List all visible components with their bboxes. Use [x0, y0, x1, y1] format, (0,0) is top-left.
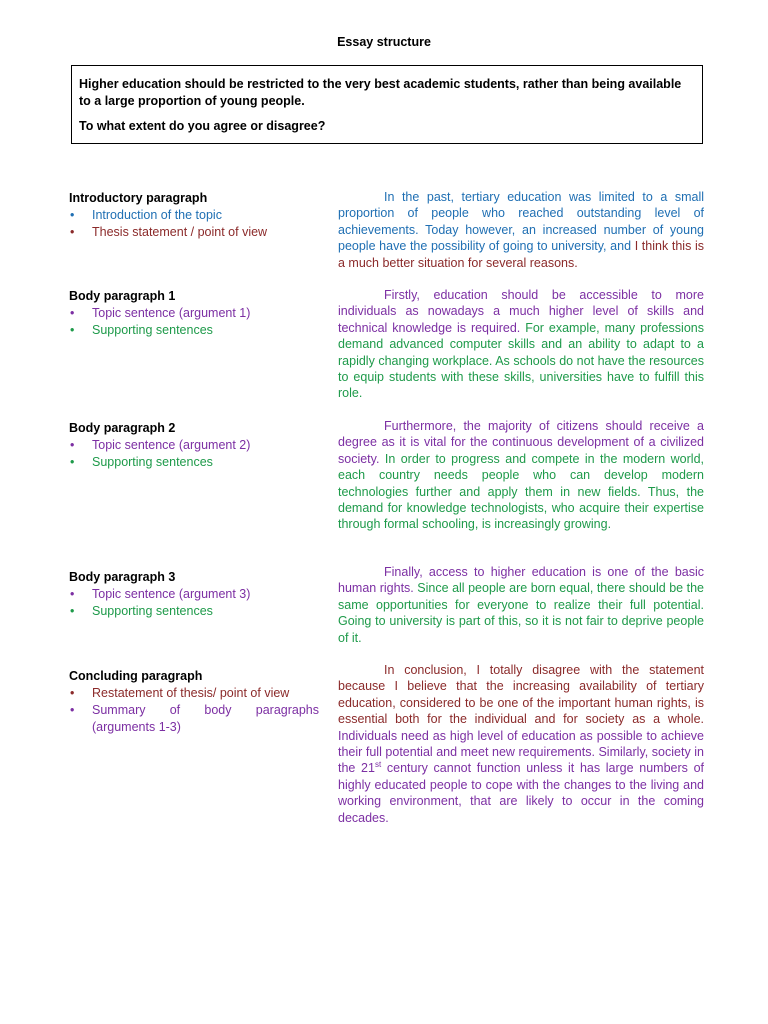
outline-item: • Topic sentence (argument 3)	[69, 586, 319, 603]
body-1-topic-text: Firstly, education should be accessible to more individuals as nowadays a much higher level of skills and technical knowledge is required.	[338, 288, 704, 335]
essay-conclusion-paragraph	[338, 662, 704, 826]
body-2-support-text: In order to progress and compete in the modern world, each country needs people who can develop modern technologies further and apply them in new fields. Thus, the demand for knowledge technologists, who acquire their expertise through formal schooling, is increasingly growing.	[338, 451, 704, 532]
page-title: Essay structure	[337, 35, 431, 49]
outline-conclusion	[69, 668, 319, 736]
outline-heading: Body paragraph 2	[69, 421, 176, 435]
outline-item: • Supporting sentences	[69, 603, 319, 620]
body-2-topic-text: Furthermore, the majority of citizens should receive a degree as it is vital for the continuous development of a civilized society.	[338, 419, 704, 466]
outline-item: • Summary of body paragraphs (arguments 1-3)	[69, 702, 319, 736]
essay-body-2-paragraph	[338, 418, 704, 533]
prompt-question: To what extent do you agree or disagree?	[79, 119, 326, 133]
outline-heading: Concluding paragraph	[69, 669, 203, 683]
outline-item: • Supporting sentences	[69, 454, 319, 471]
outline-item: • Topic sentence (argument 2)	[69, 437, 319, 454]
outline-item: • Restatement of thesis/ point of view	[69, 685, 319, 702]
intro-topic-text: In the past, tertiary education was limited to a small proportion of people who reached outstanding level of achievements. Today however, an increased number of young people have the possibility of going to university, and	[338, 190, 704, 254]
outline-body-2	[69, 420, 319, 471]
outline-body-3	[69, 569, 319, 620]
intro-thesis-text: I think this is a much better situation for several reasons.	[338, 239, 704, 270]
outline-item: • Introduction of the topic	[69, 207, 319, 224]
outline-item: • Thesis statement / point of view	[69, 224, 319, 241]
conclusion-summary-text: Individuals need as high level of education as possible to achieve their full potential and meet new requirements. Similarly, society in the 21st century cannot function unless it has large numbers of highly educated people to cope with the changes to the living and working environment, that are likely to occur in the coming decades.	[338, 728, 704, 825]
outline-heading: Introductory paragraph	[69, 191, 208, 205]
outline-item: • Supporting sentences	[69, 322, 319, 339]
essay-prompt-box	[71, 65, 703, 144]
outline-heading: Body paragraph 1	[69, 289, 176, 303]
outline-heading: Body paragraph 3	[69, 570, 176, 584]
essay-intro-paragraph	[338, 189, 704, 271]
body-3-topic-text: Finally, access to higher education is one of the basic human rights.	[338, 565, 704, 596]
prompt-statement: Higher education should be restricted to the very best academic students, rather than being available to a large proportion of young people.	[79, 77, 682, 108]
essay-body-1-paragraph	[338, 287, 704, 402]
conclusion-restatement-text: In conclusion, I totally disagree with the statement because I believe that the increasing availability of tertiary education, considered to be one of the important human rights, is essential both for the individual and for society as a whole.	[338, 663, 704, 727]
body-3-support-text: Since all people are born equal, there should be the same opportunities for everyone to realize their full potential. Going to university is part of this, so it is not fair to deprive people of it.	[338, 581, 704, 645]
outline-body-1	[69, 288, 319, 339]
outline-intro	[69, 190, 319, 241]
essay-body-3-paragraph	[338, 564, 704, 646]
outline-item: • Topic sentence (argument 1)	[69, 305, 319, 322]
body-1-support-text: For example, many professions demand advanced computer skills and an ability to adapt to a rapidly changing workplace. As schools do not have the resources to equip students with these skills, universities have to fulfill this role.	[338, 320, 704, 401]
